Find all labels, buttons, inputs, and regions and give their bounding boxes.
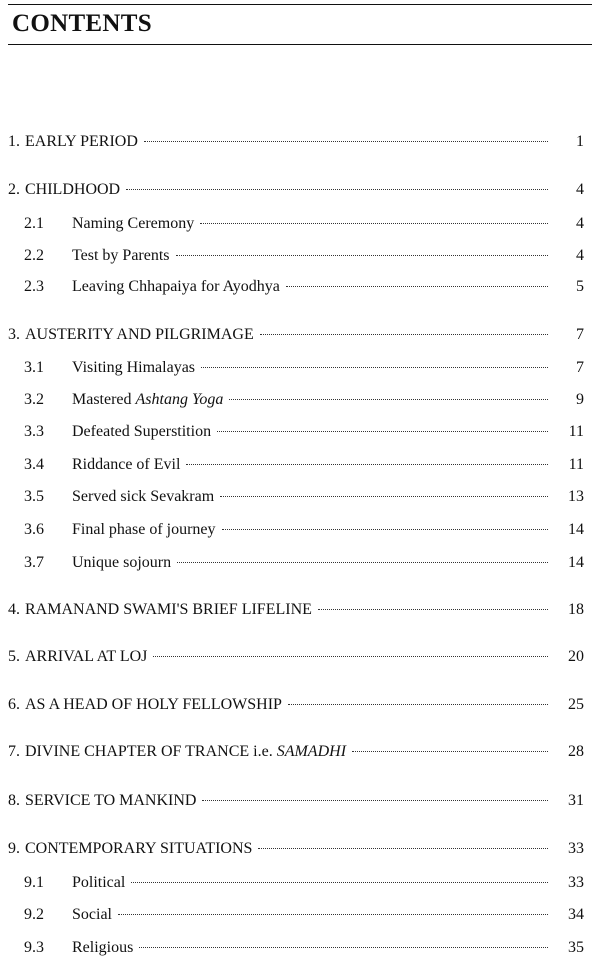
page-number: 11 bbox=[568, 423, 584, 440]
section-title: Naming Ceremony bbox=[72, 215, 195, 232]
section-title: Defeated Superstition bbox=[72, 423, 212, 440]
title-text: Mastered bbox=[72, 391, 136, 408]
dot-leader bbox=[258, 848, 548, 849]
page-number: 14 bbox=[568, 554, 584, 571]
page-number: 5 bbox=[576, 278, 584, 295]
section-title: Final phase of journey bbox=[72, 521, 216, 538]
section-number: 3.1 bbox=[24, 359, 44, 376]
section-number: 3.5 bbox=[24, 488, 44, 505]
toc-subsection-entry bbox=[0, 518, 600, 542]
dot-leader bbox=[118, 914, 548, 915]
dot-leader bbox=[220, 496, 548, 497]
dot-leader bbox=[144, 141, 548, 142]
section-number: 9.2 bbox=[24, 906, 44, 923]
chapter-number: 8. bbox=[8, 792, 20, 809]
page-number: 7 bbox=[576, 359, 584, 376]
toc-subsection-entry bbox=[0, 388, 600, 412]
dot-leader bbox=[201, 367, 548, 368]
page-number: 4 bbox=[576, 215, 584, 232]
page-number: 25 bbox=[568, 696, 584, 713]
section-number: 9.1 bbox=[24, 874, 44, 891]
section-number: 2.2 bbox=[24, 247, 44, 264]
section-title: Leaving Chhapaiya for Ayodhya bbox=[72, 278, 280, 295]
page-number: 20 bbox=[568, 648, 584, 665]
toc-chapter-entry bbox=[0, 837, 600, 861]
page-number: 13 bbox=[568, 488, 584, 505]
chapter-title: ARRIVAL AT LOJ bbox=[25, 648, 148, 665]
page-number: 11 bbox=[568, 456, 584, 473]
page-number: 9 bbox=[576, 391, 584, 408]
toc-subsection-entry bbox=[0, 356, 600, 380]
section-number: 9.3 bbox=[24, 939, 44, 956]
toc-chapter-entry bbox=[0, 789, 600, 813]
dot-leader bbox=[202, 800, 548, 801]
page-number: 7 bbox=[576, 326, 584, 343]
toc-chapter-entry bbox=[0, 693, 600, 717]
page-number: 18 bbox=[568, 601, 584, 618]
page-number: 35 bbox=[568, 939, 584, 956]
chapter-number: 6. bbox=[8, 696, 20, 713]
chapter-number: 1. bbox=[8, 133, 20, 150]
chapter-title: CONTEMPORARY SITUATIONS bbox=[25, 840, 253, 857]
section-number: 3.4 bbox=[24, 456, 44, 473]
dot-leader bbox=[176, 255, 548, 256]
toc-chapter-entry bbox=[0, 740, 600, 764]
title-italic-text: Ashtang Yoga bbox=[135, 391, 224, 408]
heading-rule bbox=[8, 44, 592, 45]
toc-subsection-entry bbox=[0, 871, 600, 895]
toc-subsection-entry bbox=[0, 551, 600, 575]
dot-leader bbox=[318, 609, 548, 610]
chapter-number: 7. bbox=[8, 743, 20, 760]
chapter-title: SERVICE TO MANKIND bbox=[25, 792, 197, 809]
title-text: DIVINE CHAPTER OF TRANCE i.e. bbox=[25, 743, 277, 760]
page-number: 4 bbox=[576, 247, 584, 264]
page-number: 14 bbox=[568, 521, 584, 538]
page-number: 1 bbox=[576, 133, 584, 150]
toc-subsection-entry bbox=[0, 420, 600, 444]
toc-chapter-entry bbox=[0, 130, 600, 154]
chapter-number: 5. bbox=[8, 648, 20, 665]
dot-leader bbox=[200, 223, 548, 224]
chapter-title: EARLY PERIOD bbox=[25, 133, 138, 150]
section-title: Religious bbox=[72, 939, 134, 956]
section-title bbox=[72, 388, 223, 412]
section-title: Visiting Himalayas bbox=[72, 359, 196, 376]
dot-leader bbox=[260, 334, 548, 335]
page-number: 33 bbox=[568, 874, 584, 891]
section-number: 3.3 bbox=[24, 423, 44, 440]
section-number: 3.7 bbox=[24, 554, 44, 571]
dot-leader bbox=[217, 431, 548, 432]
toc-subsection-entry bbox=[0, 275, 600, 299]
section-number: 2.3 bbox=[24, 278, 44, 295]
page-title: CONTENTS bbox=[12, 10, 152, 37]
chapter-number: 2. bbox=[8, 181, 20, 198]
section-title: Social bbox=[72, 906, 112, 923]
chapter-title: AUSTERITY AND PILGRIMAGE bbox=[25, 326, 254, 343]
dot-leader bbox=[222, 529, 548, 530]
toc-chapter-entry bbox=[0, 645, 600, 669]
section-title: Political bbox=[72, 874, 126, 891]
chapter-title: CHILDHOOD bbox=[25, 181, 121, 198]
chapter-title: AS A HEAD OF HOLY FELLOWSHIP bbox=[25, 696, 282, 713]
toc-subsection-entry bbox=[0, 485, 600, 509]
dot-leader bbox=[288, 704, 548, 705]
toc-chapter-entry bbox=[0, 598, 600, 622]
dot-leader bbox=[229, 399, 548, 400]
page-number: 4 bbox=[576, 181, 584, 198]
section-title: Served sick Sevakram bbox=[72, 488, 215, 505]
dot-leader bbox=[131, 882, 548, 883]
section-title: Test by Parents bbox=[72, 247, 170, 264]
dot-leader bbox=[177, 562, 548, 563]
chapter-number: 9. bbox=[8, 840, 20, 857]
chapter-title bbox=[25, 740, 346, 764]
section-number: 3.2 bbox=[24, 391, 44, 408]
section-title: Riddance of Evil bbox=[72, 456, 181, 473]
dot-leader bbox=[139, 947, 548, 948]
page-number: 34 bbox=[568, 906, 584, 923]
page-number: 31 bbox=[568, 792, 584, 809]
page-number: 28 bbox=[568, 743, 584, 760]
chapter-number: 3. bbox=[8, 326, 20, 343]
toc-subsection-entry bbox=[0, 903, 600, 927]
toc-subsection-entry bbox=[0, 936, 600, 960]
toc-subsection-entry bbox=[0, 212, 600, 236]
dot-leader bbox=[286, 286, 548, 287]
dot-leader bbox=[126, 189, 548, 190]
section-number: 2.1 bbox=[24, 215, 44, 232]
toc-subsection-entry bbox=[0, 244, 600, 268]
chapter-number: 4. bbox=[8, 601, 20, 618]
chapter-title: RAMANAND SWAMI'S BRIEF LIFELINE bbox=[25, 601, 312, 618]
section-title: Unique sojourn bbox=[72, 554, 172, 571]
top-rule bbox=[8, 4, 592, 5]
title-italic-text: SAMADHI bbox=[276, 743, 347, 760]
toc-chapter-entry bbox=[0, 323, 600, 347]
toc-subsection-entry bbox=[0, 453, 600, 477]
dot-leader bbox=[186, 464, 548, 465]
dot-leader bbox=[153, 656, 548, 657]
page-number: 33 bbox=[568, 840, 584, 857]
toc-chapter-entry bbox=[0, 178, 600, 202]
section-number: 3.6 bbox=[24, 521, 44, 538]
dot-leader bbox=[352, 751, 548, 752]
